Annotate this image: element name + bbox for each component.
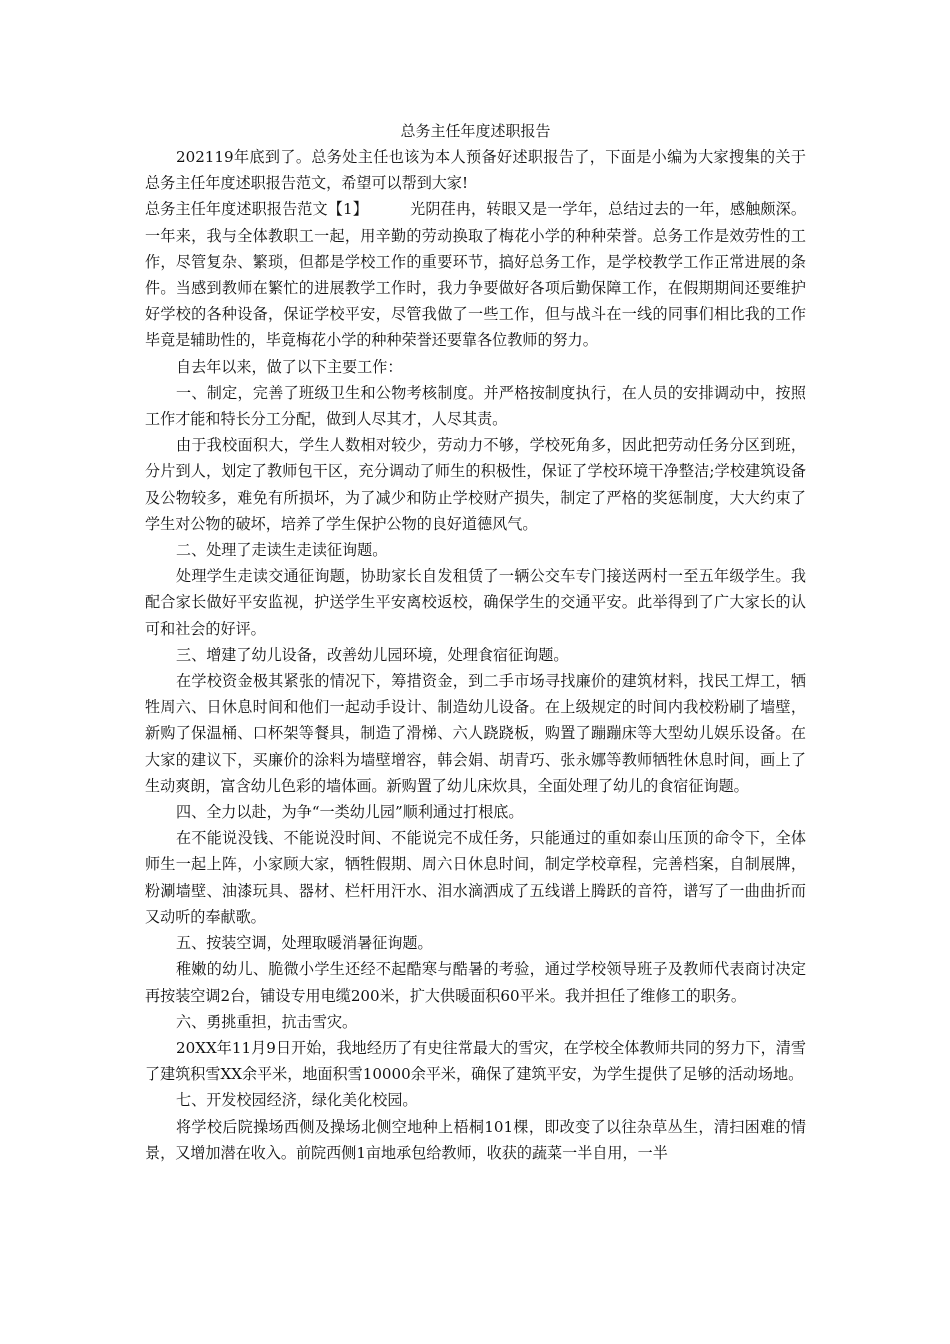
document-page [145,118,806,1166]
body-paragraph: 在不能说没钱、不能说没时间、不能说完不成任务，只能通过的重如泰山压顶的命令下，全体师生一起上阵，小家顾大家，牺牲假期、周六日休息时间，制定学校章程，完善档案，自制展牌，粉涮墙壁、油漆玩具、器材、栏杆用汗水、泪水滴洒成了五线谱上腾跃的音符，谱写了一曲曲折而又动听的奉献歌。 [145,829,806,926]
body-paragraph: 由于我校面积大，学生人数相对较少，劳动力不够，学校死角多，因此把劳动任务分区到班，分片到人，划定了教师包干区，充分调动了师生的积极性，保证了学校环境干净整洁;学校建筑设备及公物较多，难免有所损坏，为了减少和防止学校财产损失，制定了严格的奖惩制度，大大约束了学生对公物的破坏，培养了学生保护公物的良好道德风气。 [145,436,806,533]
section-heading: 总务主任年度述职报告范文【1】 [145,200,368,219]
body-paragraph: 将学校后院操场西侧及操场北侧空地种上梧桐101棵，即改变了以往杂草丛生，清扫困难的情景，又增加潜在收入。前院西侧1亩地承包给教师，收获的蔬菜一半自用，一半 [145,1117,806,1162]
section-first-text: 光阴荏冉，转眼又是一学年，总结过去的一年，感触颇深。一年来，我与全体教职工一起，用辛勤的劳动换取了梅花小学的种种荣誉。总务工作是效劳性的工作，尽管复杂、繁琐，但都是学校工作的重要环节，搞好总务工作，是学校教学工作正常进展的条件。当感到教师在繁忙的进展教学工作时，我力争要做好各项后勤保障工作，在假期期间还要维护好学校的各种设备，保证学校平安，尽管我做了一些工作，但与战斗在一线的同事们相比我的工作毕竟是辅助性的，毕竟梅花小学的种种荣誉还要靠各位教师的努力。 [145,200,806,350]
body-paragraph: 三、增建了幼儿设备，改善幼儿园环境，处理食宿征询题。 [176,645,569,664]
document-title: 总务主任年度述职报告 [400,122,551,140]
body-paragraph: 一、制定，完善了班级卫生和公物考核制度。并严格按制度执行，在人员的安排调动中，按照工作才能和特长分工分配，做到人尽其才，人尽其责。 [145,383,806,429]
section-paragraph [145,196,806,353]
body-paragraph: 二、处理了走读生走读征询题。 [176,541,388,560]
body-paragraph: 处理学生走读交通征询题，协助家长自发租赁了一辆公交车专门接送两村一至五年级学生。我配合家长做好平安监视，护送学生平安离校返校，确保学生的交通平安。此举得到了广大家长的认可和社会的好评。 [145,567,806,638]
body-paragraph: 六、勇挑重担，抗击雪灾。 [176,1012,358,1031]
body-paragraph: 自去年以来，做了以下主要工作： [176,357,403,376]
body-paragraph: 20XX年11月9日开始，我地经历了有史往常最大的雪灾，在学校全体教师共同的努力下，清雪了建筑积雪XX余平米，地面积雪10000余平米，确保了建筑平安，为学生提供了足够的活动场地。 [145,1038,806,1084]
body-paragraph: 七、开发校园经济，绿化美化校园。 [176,1091,418,1110]
body-paragraph: 四、全力以赴，为争“一类幼儿园”顺利通过打根底。 [176,803,524,822]
body-paragraph: 稚嫩的幼儿、脆微小学生还经不起酷寒与酷暑的考验，通过学校领导班子及教师代表商讨决定再按装空调2台，铺设专用电缆200米，扩大供暖面积60平米。我并担任了维修工的职务。 [145,960,806,1005]
body-paragraph: 在学校资金极其紧张的情况下，筹措资金，到二手市场寻找廉价的建筑材料，找民工焊工，牺牲周六、日休息时间和他们一起动手设计、制造幼儿设备。在上级规定的时间内我校粉刷了墙壁，新购了保温桶、口杯架等餐具，制造了滑梯、六人跷跷板，购置了蹦蹦床等大型幼儿娱乐设备。在大家的建议下，买廉价的涂料为墙壁增容，韩会娟、胡青巧、张永娜等教师牺牲休息时间，画上了生动爽朗，富含幼儿色彩的墙体画。新购置了幼儿床炊具，全面处理了幼儿的食宿征询题。 [145,672,806,795]
intro-paragraph: 202119年底到了。总务处主任也该为本人预备好述职报告了，下面是小编为大家搜集的关于总务主任年度述职报告范文，希望可以帮到大家! [145,148,806,193]
body-paragraph: 五、按装空调，处理取暖消暑征询题。 [176,934,433,953]
